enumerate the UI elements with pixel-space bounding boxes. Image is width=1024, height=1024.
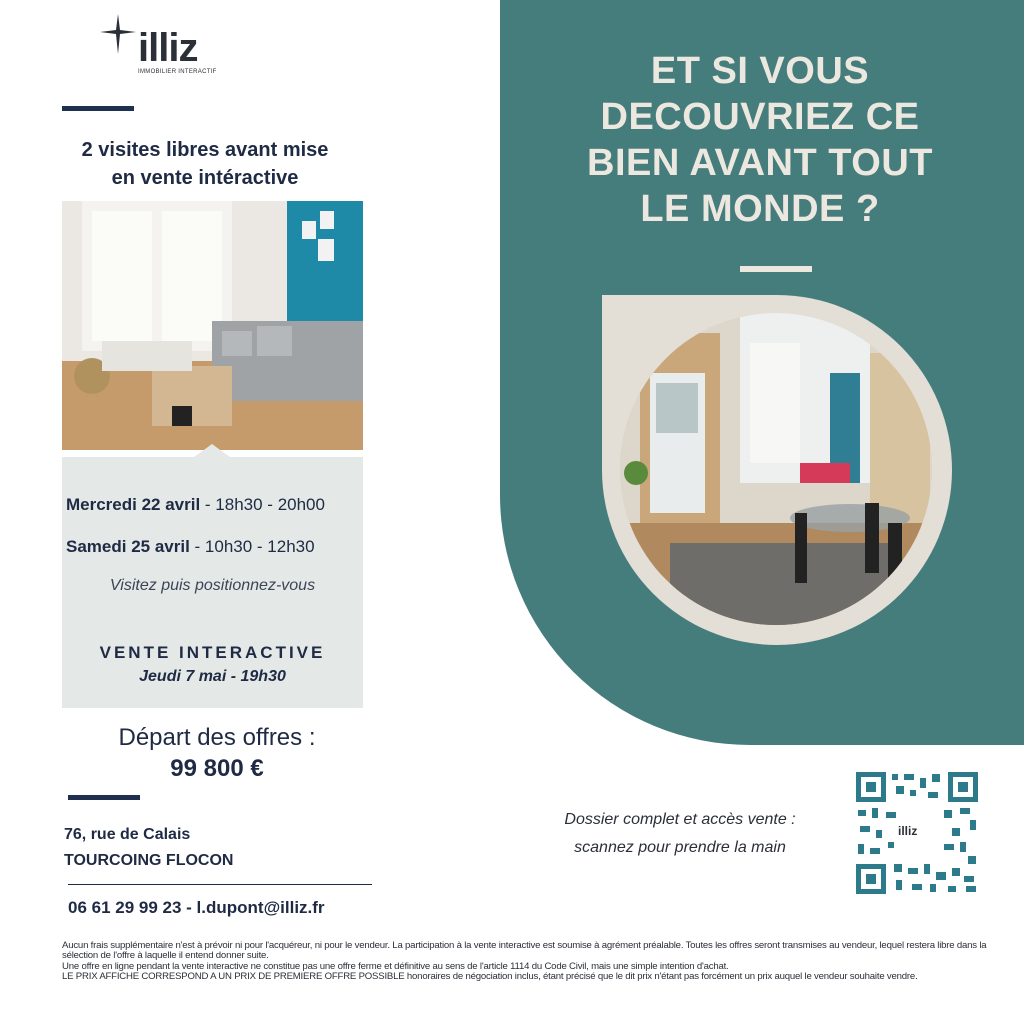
dining-room-photo bbox=[620, 313, 932, 625]
headline-line: LE MONDE ? bbox=[640, 188, 880, 230]
visit-slot-1 bbox=[66, 495, 325, 515]
agent-contact[interactable]: 06 61 29 99 23 - l.dupont@illiz.fr bbox=[68, 898, 325, 917]
visits-title-line: en vente intéractive bbox=[111, 167, 299, 189]
legal-fine-print bbox=[62, 941, 1020, 983]
visit-slot-day: Samedi 25 avril bbox=[66, 537, 190, 556]
qr-caption-line: Dossier complet et accès vente : bbox=[564, 811, 796, 828]
qr-caption-line: scannez pour prendre la main bbox=[574, 839, 786, 856]
visit-slot-2 bbox=[66, 537, 315, 557]
qr-center-logo: illiz bbox=[898, 824, 918, 838]
visits-title-line: 2 visites libres avant mise bbox=[81, 139, 329, 161]
fine-print-paragraph: LE PRIX AFFICHE CORRESPOND A UN PRIX DE PREMIERE OFFRE POSSIBLE honoraires de négociation inclus, étant précisé que le dit prix n'étant pas forcément un prix auquel le vendeur souhaite vendre. bbox=[62, 971, 918, 983]
headline-divider bbox=[740, 266, 812, 272]
contact-divider bbox=[68, 884, 372, 885]
offers-price: 99 800 € bbox=[170, 755, 264, 782]
address-street: 76, rue de Calais bbox=[64, 826, 191, 843]
visit-slot-time: - 18h30 - 20h00 bbox=[200, 495, 325, 514]
fine-print-paragraph: Aucun frais supplémentaire n'est à prévoir ni pour l'acquéreur, ni pour le vendeur. La participation à la vente interactive est soumise à agrément préalable. Toutes les offres seront transmises au vendeur, lequel restera libre dans la sélection de l'offre à laquelle il entend donner suite. bbox=[62, 940, 987, 962]
section-divider bbox=[68, 795, 140, 800]
visit-slot-day: Mercredi 22 avril bbox=[66, 495, 201, 514]
living-room-photo bbox=[62, 201, 363, 450]
headline-line: BIEN AVANT TOUT bbox=[587, 142, 933, 184]
headline-line: ET SI VOUS bbox=[650, 50, 870, 92]
section-divider bbox=[62, 106, 134, 111]
headline bbox=[540, 48, 980, 232]
sparkle-icon bbox=[96, 12, 140, 56]
fine-print-paragraph: Une offre en ligne pendant la vente interactive ne constitue pas une offre ferme et définitive au sens de l'article 1114 du Code Civil, mais une simple intention d'achat. bbox=[62, 960, 729, 972]
interactive-sale-title: VENTE INTERACTIVE bbox=[99, 643, 326, 662]
logo-tagline: IMMOBILIER INTERACTIF bbox=[138, 69, 217, 75]
offers-label: Départ des offres : bbox=[118, 724, 316, 751]
property-address bbox=[64, 822, 233, 874]
address-city: TOURCOING FLOCON bbox=[64, 852, 234, 869]
visits-title bbox=[50, 136, 360, 192]
qr-caption bbox=[530, 806, 830, 862]
logo-wordmark: illiz bbox=[138, 26, 198, 70]
interactive-sale-date: Jeudi 7 mai - 19h30 bbox=[139, 668, 286, 685]
visit-note: Visitez puis positionnez-vous bbox=[109, 577, 316, 594]
headline-line: DECOUVRIEZ CE bbox=[600, 96, 920, 138]
visit-slot-time: - 10h30 - 12h30 bbox=[189, 537, 315, 556]
